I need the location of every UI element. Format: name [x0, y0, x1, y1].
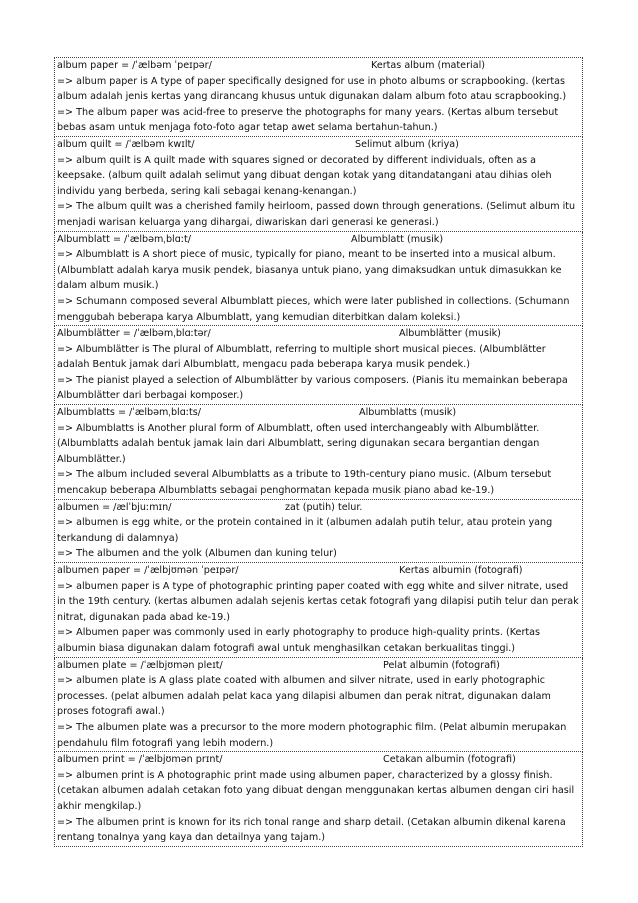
entry-albumen-print: [54, 752, 583, 847]
entry-header: [57, 137, 580, 153]
entry-example: => The pianist played a selection of Albumblätter by various composers. (Pianis itu memainkan beberapa Albumblätter dari berbagai komposer.): [57, 374, 568, 402]
entry-translation: Albumblatt (musik): [351, 233, 444, 245]
entry-term: album paper = /ˈælbəm ˈpeɪpər/: [57, 60, 212, 71]
entry-example: => The albumen and the yolk (Albumen dan kuning telur): [57, 548, 337, 560]
entry-translation: Cetakan albumin (fotografi): [383, 754, 516, 766]
entry-term: albumen paper = /ˈælbjʊmən ˈpeɪpər/: [57, 565, 239, 576]
entry-example: => The album quilt was a cherished family heirloom, passed down through generations. (Selimut album itu menjadi warisan keluarga yang dihargai, diwariskan dari generasi ke generasi.): [57, 201, 576, 228]
entry-translation: Selimut album (kriya): [355, 138, 459, 150]
entry-definition: => albumen paper is A type of photographic printing paper coated with egg white and silver nitrate, used in the 19th century. (kertas albumen adalah sejenis kertas cetak fotografi yang dilapisi putih telur dan perak nitrat, digunakan pada abad ke-19.): [57, 580, 579, 623]
entry-albumen-plate: [54, 658, 583, 753]
entry-translation: Kertas albumin (fotografi): [399, 565, 523, 576]
entry-definition: => album quilt is A quilt made with squares signed or decorated by different individuals, often as a keepsake. (album quilt adalah selimut yang dibuat dengan kotak yang ditandatangani atau dihias oleh individu yang berbeda, sering kali sebagai kenang-kenangan.): [57, 154, 552, 197]
entry-example: => Albumen paper was commonly used in early photography to produce high-quality prints. (Kertas albumin biasa digunakan dalam fotografi awal untuk menghasilkan cetakan berkualitas tinggi.): [57, 627, 541, 654]
entry-example: => The album paper was acid-free to preserve the photographs for many years. (Kertas album tersebut bebas asam untuk menjaga foto-foto agar tetap awet selama bertahun-tahun.): [57, 106, 559, 134]
entry-album-paper: [54, 57, 583, 137]
entry-header: [57, 658, 580, 674]
entry-header: [57, 563, 580, 579]
entry-term: albumen = /ælˈbjuːmɪn/: [57, 501, 172, 513]
entry-header: [57, 326, 580, 342]
entry-example: => The albumen print is known for its rich tonal range and sharp detail. (Cetakan albumin dikenal karena rentang tonalnya yang kaya dan detailnya yang tajam.): [57, 816, 566, 844]
entry-definition: => albumen is egg white, or the protein contained in it (albumen adalah putih telur, atau protein yang terkandung di dalamnya): [57, 517, 553, 544]
entry-term: Albumblatt = /ˈælbəmˌblɑːt/: [57, 233, 192, 245]
entry-translation: Albumblatts (musik): [359, 407, 457, 419]
entry-header: [57, 58, 580, 74]
entry-albumen-paper: [54, 563, 583, 658]
entry-translation: zat (putih) telur.: [285, 501, 363, 513]
entry-example: => Schumann composed several Albumblatt pieces, which were later published in collections. (Schumann menggubah beberapa karya Albumblatt, yang kemudian diterbitkan dalam koleksi.): [57, 295, 570, 323]
entry-translation: Pelat albumin (fotografi): [383, 659, 500, 671]
entry-albumen: [54, 500, 583, 563]
entry-header: [57, 752, 580, 768]
entry-translation: Kertas album (material): [371, 60, 485, 71]
entry-term: albumen plate = /ˈælbjʊmən pleɪt/: [57, 659, 223, 671]
entry-header: [57, 232, 580, 248]
entry-definition: => album paper is A type of paper specifically designed for use in photo albums or scrapbooking. (kertas album adalah jenis kertas yang dirancang khusus untuk digunakan dalam album foto atau scrapbooking.): [57, 75, 567, 103]
entry-definition: => Albumblatts is Another plural form of Albumblatt, often used interchangeably with Albumblätter. (Albumblatts adalah bentuk jamak lain dari Albumblatt, sering digunakan secara bergantian dengan Albumblätter.): [57, 422, 540, 465]
entry-header: [57, 500, 580, 516]
entry-albumblatts: [54, 405, 583, 500]
entry-example: => The album included several Albumblatts as a tribute to 19th-century piano music. (Album tersebut mencakup beberapa Albumblatts sebagai penghormatan kepada musik piano abad ke-19.): [57, 469, 552, 497]
entry-term: album quilt = /ˈælbəm kwɪlt/: [57, 138, 195, 150]
entry-term: albumen print = /ˈælbjʊmən prɪnt/: [57, 754, 223, 766]
glossary-document: [54, 57, 583, 847]
entry-definition: => Albumblatt is A short piece of music, typically for piano, meant to be inserted into a musical album. (Albumblatt adalah karya musik pendek, biasanya untuk piano, yang dimaksudkan untuk dimasukkan ke dalam album musik.): [57, 249, 562, 292]
entry-translation: Albumblätter (musik): [399, 328, 501, 340]
entry-albumblatt: [54, 232, 583, 327]
entry-albumblatter: [54, 326, 583, 405]
entry-header: [57, 405, 580, 421]
entry-definition: => albumen print is A photographic print made using albumen paper, characterized by a glossy finish. (cetakan albumen adalah cetakan foto yang dibuat dengan menggunakan kertas albumen dengan ciri hasil akhir mengkilap.): [57, 769, 575, 812]
entry-example: => The albumen plate was a precursor to the more modern photographic film. (Pelat albumin merupakan pendahulu film fotografi yang lebih modern.): [57, 721, 567, 749]
entry-term: Albumblatts = /ˈælbəmˌblɑːts/: [57, 407, 202, 419]
entry-term: Albumblätter = /ˈælbəmˌblɑːtər/: [57, 328, 211, 340]
entry-album-quilt: [54, 137, 583, 232]
entry-definition: => albumen plate is A glass plate coated with albumen and silver nitrate, used in early photographic processes. (pelat albumen adalah pelat kaca yang dilapisi albumen dan perak nitrat, digunakan dalam proses fotografi awal.): [57, 675, 551, 718]
entry-definition: => Albumblätter is The plural of Albumblatt, referring to multiple short musical pieces. (Albumblätter adalah Bentuk jamak dari Albumblatt, mengacu pada beberapa karya musik pendek.): [57, 343, 546, 371]
